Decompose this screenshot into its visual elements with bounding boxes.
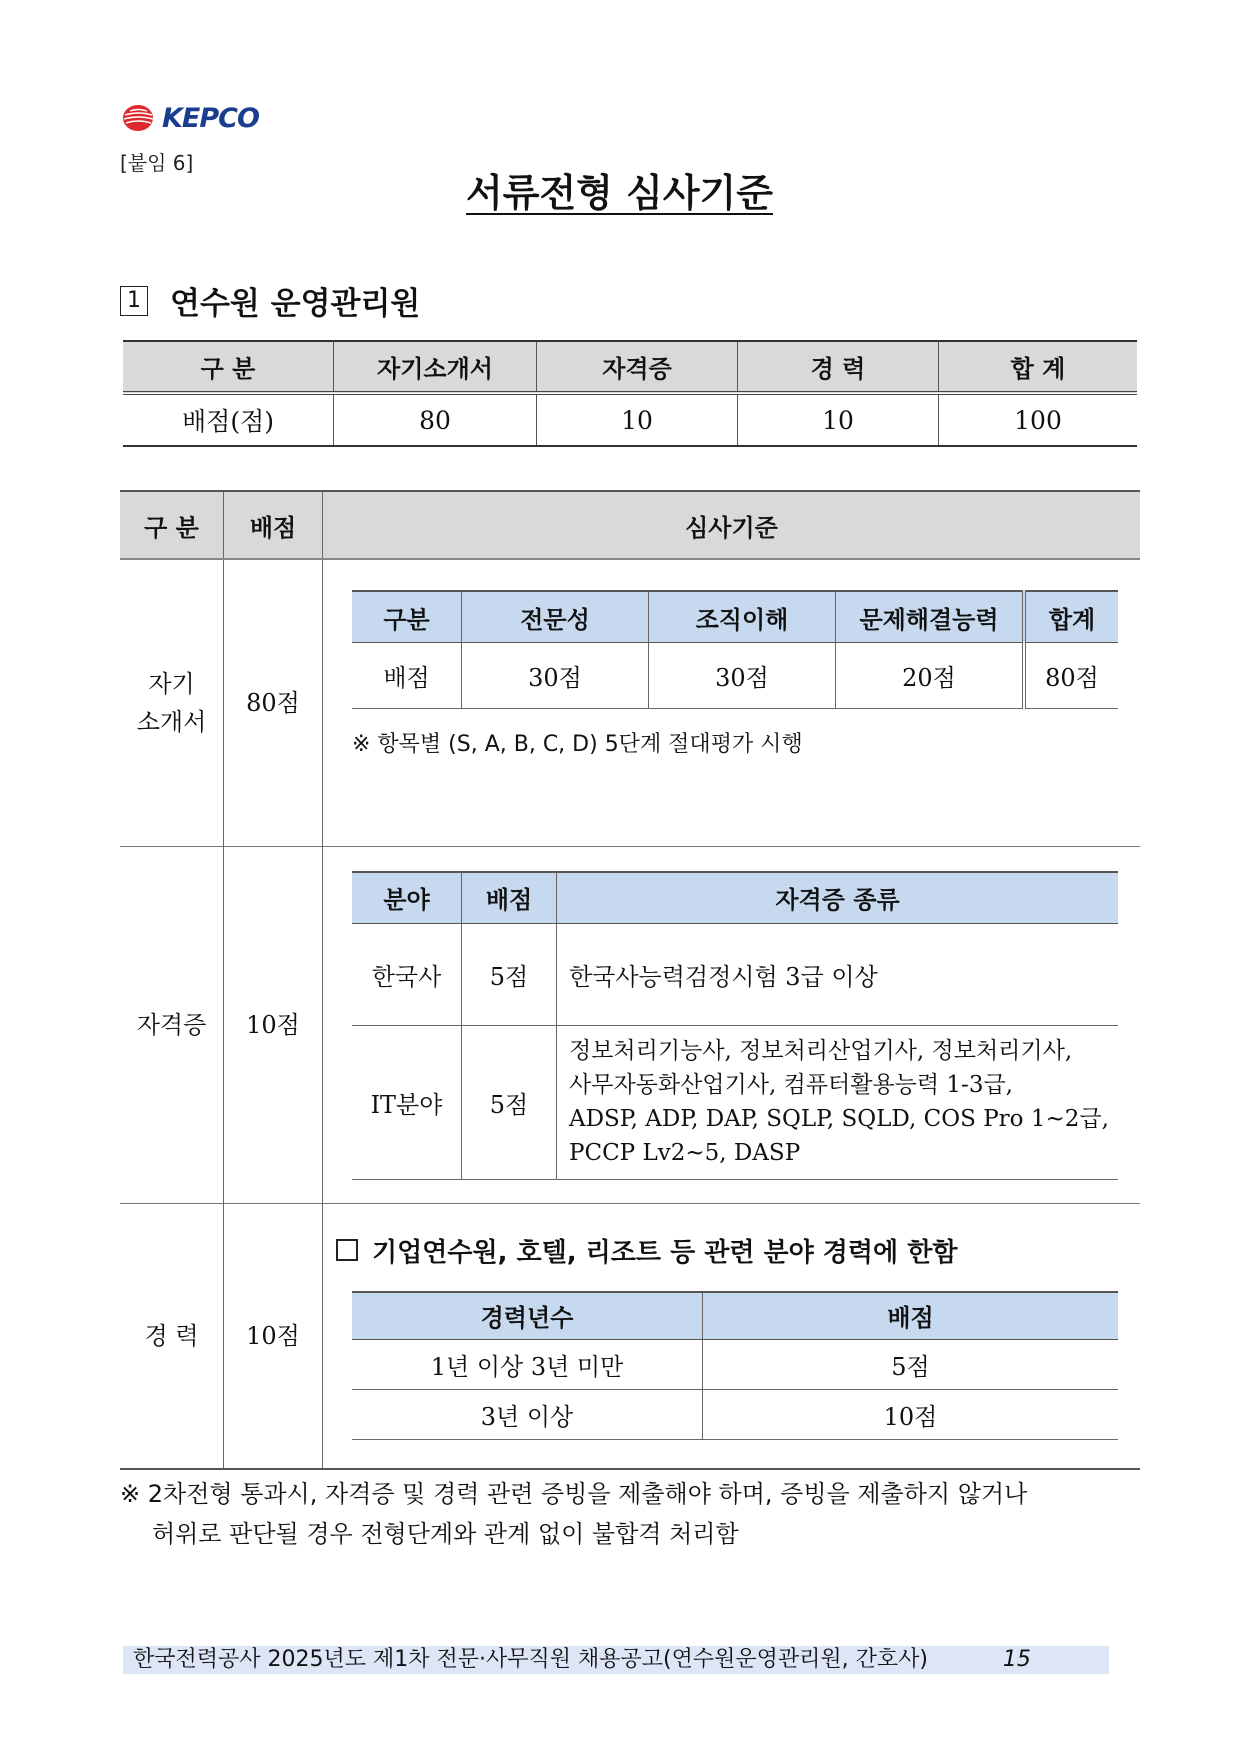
table-row xyxy=(352,923,1118,1025)
criteria-row-self-intro xyxy=(120,559,1140,846)
table-header-cell: 전문성 xyxy=(462,591,649,643)
score-cell: 10점 xyxy=(224,1203,323,1469)
logo-wordmark: KEPCO xyxy=(162,102,259,134)
table-header-cell: 배점 xyxy=(703,1292,1119,1340)
criteria-cell xyxy=(323,1203,1141,1469)
table-cell: 5점 xyxy=(703,1339,1119,1389)
table-cell: 30점 xyxy=(649,643,836,709)
certificate-subtable xyxy=(352,871,1118,1180)
table-header-cell: 합계 xyxy=(1024,591,1118,643)
table-cell: 10점 xyxy=(703,1389,1119,1439)
table-row xyxy=(352,643,1118,709)
page-title xyxy=(0,162,1239,217)
certificate-list-line: 한국사능력검정시험 3급 이상 xyxy=(569,962,878,991)
page-footer xyxy=(123,1646,1109,1674)
certificate-list-line: 사무자동화산업기사, 컴퓨터활용능력 1-3급, xyxy=(569,1072,1013,1098)
table-cell xyxy=(557,923,1119,1025)
career-heading xyxy=(336,1232,1139,1269)
self-intro-subtable xyxy=(352,590,1118,709)
table-cell: 80점 xyxy=(1024,643,1118,709)
section-number: 1 xyxy=(120,286,148,316)
score-cell: 80점 xyxy=(224,559,323,846)
table-header-row xyxy=(120,491,1140,559)
table-cell: 5점 xyxy=(462,923,557,1025)
table-header-cell: 배점 xyxy=(462,872,557,924)
criteria-table xyxy=(120,490,1140,1470)
table-header-cell: 자기소개서 xyxy=(334,341,537,393)
table-cell: 100 xyxy=(939,393,1138,446)
table-cell: 3년 이상 xyxy=(352,1389,703,1439)
table-header-cell: 합 계 xyxy=(939,341,1138,393)
career-subtable xyxy=(352,1291,1118,1440)
category-cell: 자격증 xyxy=(120,846,224,1203)
table-header-cell: 구 분 xyxy=(120,491,224,559)
table-cell: 10 xyxy=(738,393,939,446)
table-cell: 80 xyxy=(334,393,537,446)
table-header-cell: 심사기준 xyxy=(323,491,1141,559)
table-cell: 한국사 xyxy=(352,923,462,1025)
table-cell: 20점 xyxy=(836,643,1025,709)
table-cell: 30점 xyxy=(462,643,649,709)
table-header-cell: 조직이해 xyxy=(649,591,836,643)
category-label: 자기 xyxy=(148,669,195,698)
criteria-cell xyxy=(323,559,1141,846)
section-heading xyxy=(120,278,420,323)
table-cell: 10 xyxy=(537,393,738,446)
table-cell: 1년 이상 3년 미만 xyxy=(352,1339,703,1389)
table-row xyxy=(123,393,1137,446)
kepco-logo xyxy=(120,100,280,136)
table-cell: 5점 xyxy=(462,1025,557,1179)
submission-note-line: ※ 2차전형 통과시, 자격증 및 경력 관련 증빙을 제출해야 하며, 증빙을 제출하지 않거나 xyxy=(120,1480,1028,1508)
table-row xyxy=(352,1389,1118,1439)
table-header-cell: 자격증 xyxy=(537,341,738,393)
attachment-label: [붙임 6] xyxy=(120,151,194,175)
section-title: 연수원 운영관리원 xyxy=(170,286,421,322)
table-row xyxy=(352,1025,1118,1179)
category-cell: 경 력 xyxy=(120,1203,224,1469)
score-cell: 10점 xyxy=(224,846,323,1203)
table-header-cell: 구 분 xyxy=(123,341,334,393)
table-cell: IT분야 xyxy=(352,1025,462,1179)
evaluation-note: ※ 항목별 (S, A, B, C, D) 5단계 절대평가 시행 xyxy=(352,732,803,757)
table-header-cell: 경력년수 xyxy=(352,1292,703,1340)
table-header-cell: 분야 xyxy=(352,872,462,924)
submission-note-line: 허위로 판단될 경우 전형단계와 관계 없이 불합격 처리함 xyxy=(152,1520,739,1548)
page-number: 15 xyxy=(1002,1647,1031,1672)
career-heading-text: 기업연수원, 호텔, 리조트 등 관련 분야 경력에 한함 xyxy=(372,1237,958,1268)
certificate-list-line: PCCP Lv2~5, DASP xyxy=(569,1140,801,1166)
criteria-row-certificate xyxy=(120,846,1140,1203)
category-label: 소개서 xyxy=(136,707,207,736)
table-row xyxy=(352,1339,1118,1389)
kepco-logo-mark-icon xyxy=(120,102,164,134)
table-header-row xyxy=(352,591,1118,643)
table-cell: 배점(점) xyxy=(123,393,334,446)
footer-text: 한국전력공사 2025년도 제1차 전문·사무직원 채용공고(연수원운영관리원, 간호사) xyxy=(133,1647,928,1672)
table-header-cell: 문제해결능력 xyxy=(836,591,1025,643)
criteria-cell xyxy=(323,846,1141,1203)
submission-note xyxy=(120,1474,1120,1554)
table-header-cell: 자격증 종류 xyxy=(557,872,1119,924)
table-cell xyxy=(557,1025,1119,1179)
table-header-row xyxy=(123,341,1137,393)
page-title-text: 서류전형 심사기준 xyxy=(466,171,773,215)
table-header-row xyxy=(352,1292,1118,1340)
table-header-row xyxy=(352,872,1118,924)
checkbox-square-icon xyxy=(336,1239,358,1261)
table-cell: 배점 xyxy=(352,643,462,709)
table-header-cell: 구분 xyxy=(352,591,462,643)
criteria-row-career xyxy=(120,1203,1140,1469)
category-cell xyxy=(120,559,224,846)
certificate-list-line: 정보처리기능사, 정보처리산업기사, 정보처리기사, xyxy=(569,1038,1073,1064)
certificate-list-line: ADSP, ADP, DAP, SQLP, SQLD, COS Pro 1~2급, xyxy=(569,1106,1109,1132)
table-header-cell: 배점 xyxy=(224,491,323,559)
score-summary-table xyxy=(123,340,1137,447)
table-header-cell: 경 력 xyxy=(738,341,939,393)
